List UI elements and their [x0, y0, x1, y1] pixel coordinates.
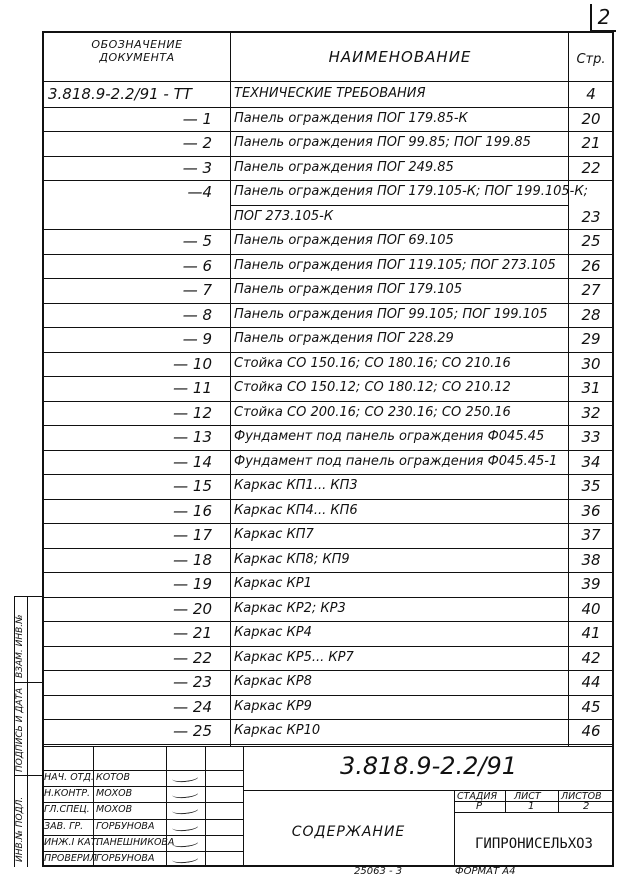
stamp-person-name: ПАНЕШНИКОВА [96, 836, 175, 848]
row-code: — 10 [173, 354, 212, 373]
stamp-people-divider [42, 802, 243, 803]
binding-strip-line [27, 596, 28, 867]
stamp-person-role: ЗАВ. ГР. [44, 820, 84, 832]
row-divider [42, 499, 614, 500]
row-page: 34 [581, 452, 601, 471]
row-code: — 1 [182, 109, 212, 128]
row-name: Каркас КР5... КР7 [234, 649, 354, 665]
row-divider [42, 376, 614, 377]
row-divider [42, 450, 614, 451]
row-code: — 14 [173, 452, 212, 471]
row-name: Панель ограждения ПОГ 99.85; ПОГ 199.85 [234, 135, 531, 150]
row-name: Панель ограждения ПОГ 228.29 [234, 331, 454, 346]
row-divider [42, 572, 614, 573]
stamp-line [454, 812, 614, 813]
row-divider [42, 646, 614, 647]
row-divider [42, 327, 614, 328]
row-page: 28 [581, 305, 601, 324]
row-page: 41 [581, 624, 601, 642]
row-name: Каркас КР4 [234, 625, 312, 640]
stamp-people-divider [42, 786, 243, 787]
row-code: — 11 [173, 379, 212, 397]
row-divider [42, 474, 614, 475]
row-page: 39 [581, 575, 601, 593]
row-divider [230, 205, 568, 206]
row-page: 21 [581, 134, 601, 152]
row-code: — 19 [173, 575, 212, 593]
stamp-person-role: НАЧ. ОТД. [44, 772, 94, 784]
row-divider [42, 425, 614, 426]
row-divider [42, 107, 614, 108]
stamp-person-role: ИНЖ.I КАТ. [44, 836, 100, 848]
row-divider [42, 597, 614, 598]
row-code: 3.818.9-2.2/91 - ТТ [48, 85, 192, 103]
row-page: 20 [581, 109, 601, 128]
row-page: 31 [581, 379, 601, 397]
row-name: Стойка СО 200.16; СО 230.16; СО 250.16 [234, 404, 511, 420]
page-number: 2 [590, 4, 616, 32]
stamp-people-divider [42, 835, 243, 836]
header-divider [42, 81, 614, 82]
side-label-inv-orig: ИНВ.№ ПОДЛ. [15, 796, 25, 862]
stamp-person-role: Н.КОНТР. [44, 788, 91, 800]
row-name: Каркас КР10 [234, 723, 321, 738]
row-page: 36 [581, 501, 601, 520]
row-name: ПОГ 273.105-К [234, 208, 334, 224]
stamp-stage: Р [476, 801, 483, 812]
row-name: Каркас КР9 [234, 698, 312, 714]
row-page: 35 [581, 477, 601, 495]
header-designation: ОБОЗНАЧЕНИЕ ДОКУМЕНТА [91, 38, 183, 64]
row-code: — 15 [173, 477, 212, 495]
stamp-person-name: МОХОВ [96, 804, 133, 816]
stamp-person-role: ПРОВЕРИЛ [44, 852, 97, 864]
row-divider [42, 670, 614, 671]
row-page: 32 [581, 403, 601, 422]
stamp-sheet-label: ЛИСТ [514, 791, 541, 802]
stamp-sheets: 2 [583, 801, 590, 812]
stamp-person-name: ГОРБУНОВА [96, 852, 155, 864]
row-code: —4 [187, 183, 212, 201]
row-name: Панель ограждения ПОГ 119.105; ПОГ 273.105 [234, 257, 556, 273]
row-code: — 9 [182, 330, 212, 348]
row-name: Каркас КР8 [234, 674, 312, 689]
row-name: Каркас КП4... КП6 [234, 502, 358, 518]
row-page: 23 [581, 207, 601, 226]
row-code: — 13 [173, 428, 212, 446]
row-page: 40 [581, 599, 601, 618]
row-name: Каркас КП1... КП3 [234, 478, 358, 493]
row-page: 46 [581, 722, 601, 740]
row-page: 45 [581, 697, 601, 716]
row-name: Стойка СО 150.12; СО 180.12; СО 210.12 [234, 380, 511, 395]
stamp-sheets-label: ЛИСТОВ [561, 791, 602, 802]
stamp-person-name: ГОРБУНОВА [96, 820, 155, 832]
row-code: — 20 [173, 599, 212, 618]
stamp-divider [558, 790, 559, 812]
row-page: 27 [581, 281, 601, 299]
row-page: 4 [586, 85, 596, 103]
row-name: Каркас КР1 [234, 576, 312, 591]
row-page: 26 [581, 256, 601, 275]
binding-strip-line [14, 775, 42, 776]
row-name: Каркас КП7 [234, 527, 314, 542]
stamp-person-name: КОТОВ [96, 772, 131, 784]
binding-strip-line [14, 682, 42, 683]
binding-strip-line [14, 596, 42, 597]
stamp-doc-code: 3.818.9-2.2/91 [339, 752, 518, 780]
stamp-top-line [42, 746, 614, 747]
row-name: Панель ограждения ПОГ 179.105 [234, 282, 463, 297]
row-divider [42, 523, 614, 524]
row-code: — 25 [173, 722, 212, 740]
row-name: Каркас КР2; КР3 [234, 600, 346, 616]
row-name: Фундамент под панель ограждения Ф045.45-1 [234, 453, 558, 469]
stamp-divider [505, 790, 506, 812]
row-divider [42, 156, 614, 157]
row-divider [42, 229, 614, 230]
row-page: 38 [581, 550, 601, 569]
stamp-people-divider [42, 770, 243, 771]
row-code: — 24 [173, 697, 212, 716]
row-divider [42, 719, 614, 720]
row-divider [42, 131, 614, 132]
row-code: — 17 [173, 526, 212, 544]
row-divider [42, 254, 614, 255]
row-page: 33 [581, 428, 601, 446]
row-code: — 18 [173, 550, 212, 569]
stamp-people-divider [42, 819, 243, 820]
row-page: 37 [581, 526, 601, 544]
stamp-title: СОДЕРЖАНИЕ [291, 824, 406, 840]
row-name: Фундамент под панель ограждения Ф045.45 [234, 429, 545, 444]
footer-format: ФОРМАТ А4 [455, 866, 516, 877]
footer-copy-no: 25063 - 3 [354, 866, 403, 877]
stamp-divider [166, 746, 167, 867]
row-divider [42, 278, 614, 279]
row-code: — 5 [182, 232, 212, 250]
row-code: — 6 [182, 256, 212, 275]
row-name: Панель ограждения ПОГ 99.105; ПОГ 199.105 [234, 306, 548, 322]
row-page: 30 [581, 354, 601, 373]
row-code: — 7 [182, 281, 212, 299]
header-page: Стр. [576, 52, 606, 67]
row-code: — 12 [173, 403, 212, 422]
side-label-inv-repl: ВЗАМ. ИНВ.№ [15, 614, 25, 678]
stamp-sheet: 1 [528, 801, 535, 812]
row-name: ТЕХНИЧЕСКИЕ ТРЕБОВАНИЯ [234, 86, 426, 101]
row-divider [42, 352, 614, 353]
header-name: НАИМЕНОВАНИЕ [328, 48, 472, 66]
stamp-people-divider [42, 851, 243, 852]
stamp-organization: ГИПРОНИСЕЛЬХОЗ [474, 836, 593, 852]
row-code: — 23 [173, 673, 212, 691]
stamp-person-role: ГЛ.СПЕЦ. [44, 804, 90, 816]
row-divider [42, 180, 614, 181]
row-name: Стойка СО 150.16; СО 180.16; СО 210.16 [234, 355, 511, 371]
row-page: 42 [581, 648, 601, 667]
row-divider [42, 744, 614, 745]
row-code: — 21 [173, 624, 212, 642]
row-page: 44 [581, 673, 601, 691]
stamp-divider [205, 746, 206, 867]
row-divider [42, 548, 614, 549]
row-code: — 22 [173, 648, 212, 667]
row-code: — 8 [182, 305, 212, 324]
row-name: Панель ограждения ПОГ 179.105-К; ПОГ 199.105-К; [234, 184, 588, 199]
stamp-divider [93, 746, 94, 867]
row-page: 29 [581, 330, 601, 348]
row-page: 22 [581, 158, 601, 177]
stamp-stage-label: СТАДИЯ [457, 791, 498, 802]
row-name: Каркас КП8; КП9 [234, 551, 350, 567]
row-name: Панель ограждения ПОГ 179.85-К [234, 110, 468, 126]
row-code: — 16 [173, 501, 212, 520]
row-page: 25 [581, 232, 601, 250]
row-divider [42, 303, 614, 304]
column-divider [230, 31, 231, 746]
side-label-sign-date: ПОДПИСЬ И ДАТА [15, 687, 25, 772]
row-code: — 2 [182, 134, 212, 152]
row-name: Панель ограждения ПОГ 69.105 [234, 233, 454, 248]
row-divider [42, 401, 614, 402]
column-divider [568, 31, 569, 746]
stamp-person-name: МОХОВ [96, 788, 133, 800]
row-divider [42, 621, 614, 622]
row-divider [42, 695, 614, 696]
row-code: — 3 [182, 158, 212, 177]
row-name: Панель ограждения ПОГ 249.85 [234, 159, 454, 175]
